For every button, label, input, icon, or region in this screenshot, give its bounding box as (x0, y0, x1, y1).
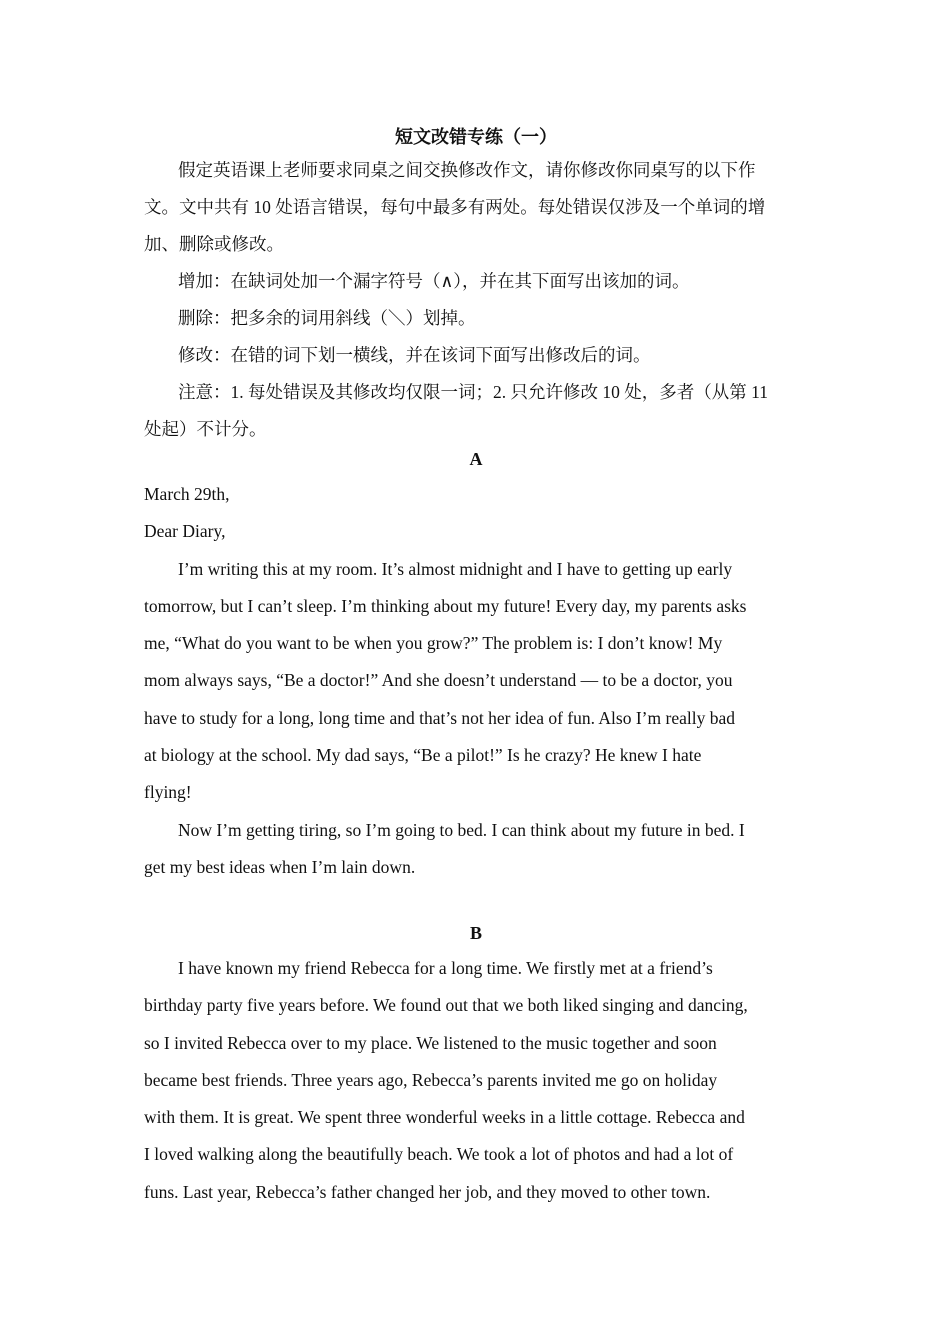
text-line: 假定英语课上老师要求同桌之间交换修改作文，请你修改你同桌写的以下作 (178, 160, 756, 180)
section-b-heading: B (469, 923, 482, 943)
text-line: funs. Last year, Rebecca’s father changed her job, and they moved to other town. (144, 1181, 711, 1202)
section-a-heading: A (469, 449, 483, 469)
instructions-paragraph (144, 152, 808, 189)
text-line: have to study for a long, long time and that’s not her idea of fun. Also I’m really bad (144, 707, 735, 728)
text-line: I have known my friend Rebecca for a long time. We firstly met at a friend’s (178, 958, 713, 978)
section-b-passage (144, 950, 808, 1211)
note-paragraph-cont (144, 411, 808, 448)
note-paragraph (144, 374, 808, 411)
text-line: I loved walking along the beautifully beach. We took a lot of photos and had a lot of (144, 1144, 734, 1165)
text-line: with them. It is great. We spent three wonderful weeks in a little cottage. Rebecca and (144, 1107, 745, 1128)
text-line: 注意：1. 每处错误及其修改均仅限一词；2. 只允许修改 10 处，多者（从第 11 (178, 382, 768, 402)
instructions-paragraph-cont (144, 189, 808, 263)
text-line: 处起）不计分。 (144, 419, 267, 439)
diary-date: March 29th, (144, 484, 230, 504)
text-line: flying! (144, 782, 192, 803)
text-line: Now I’m getting tiring, so I’m going to bed. I can think about my future in bed. I (178, 819, 745, 840)
instructions (144, 152, 808, 448)
paragraph (144, 950, 808, 1211)
section-a-passage (144, 476, 808, 886)
text-line: so I invited Rebecca over to my place. We listened to the music together and soon (144, 1032, 717, 1053)
text-line: 文。文中共有 10 处语言错误，每句中最多有两处。每处错误仅涉及一个单词的增 (144, 197, 766, 217)
rule-add: 增加：在缺词处加一个漏字符号（∧），并在其下面写出该加的词。 (178, 271, 690, 291)
text-line: birthday party five years before. We found out that we both liked singing and dancing, (144, 995, 748, 1016)
text-line: me, “What do you want to be when you grow?” The problem is: I don’t know! My (144, 633, 723, 654)
paragraph (144, 551, 808, 812)
text-line: I’m writing this at my room. It’s almost midnight and I have to getting up early (178, 558, 733, 579)
text-line: became best friends. Three years ago, Rebecca’s parents invited me go on holiday (144, 1069, 718, 1090)
text-line: get my best ideas when I’m lain down. (144, 856, 416, 877)
paragraph (144, 812, 808, 887)
text-line: mom always says, “Be a doctor!” And she doesn’t understand — to be a doctor, you (144, 670, 733, 691)
diary-greeting: Dear Diary, (144, 521, 226, 542)
text-line: tomorrow, but I can’t sleep. I’m thinking about my future! Every day, my parents asks (144, 595, 747, 616)
rule-modify: 修改：在错的词下划一横线，并在该词下面写出修改后的词。 (178, 345, 651, 365)
text-line: 加、删除或修改。 (144, 234, 284, 254)
text-line: at biology at the school. My dad says, “Be a pilot!” Is he crazy? He knew I hate (144, 745, 702, 766)
page-title: 短文改错专练（一） (395, 127, 557, 147)
rule-delete: 删除：把多余的词用斜线（＼）划掉。 (178, 308, 476, 328)
